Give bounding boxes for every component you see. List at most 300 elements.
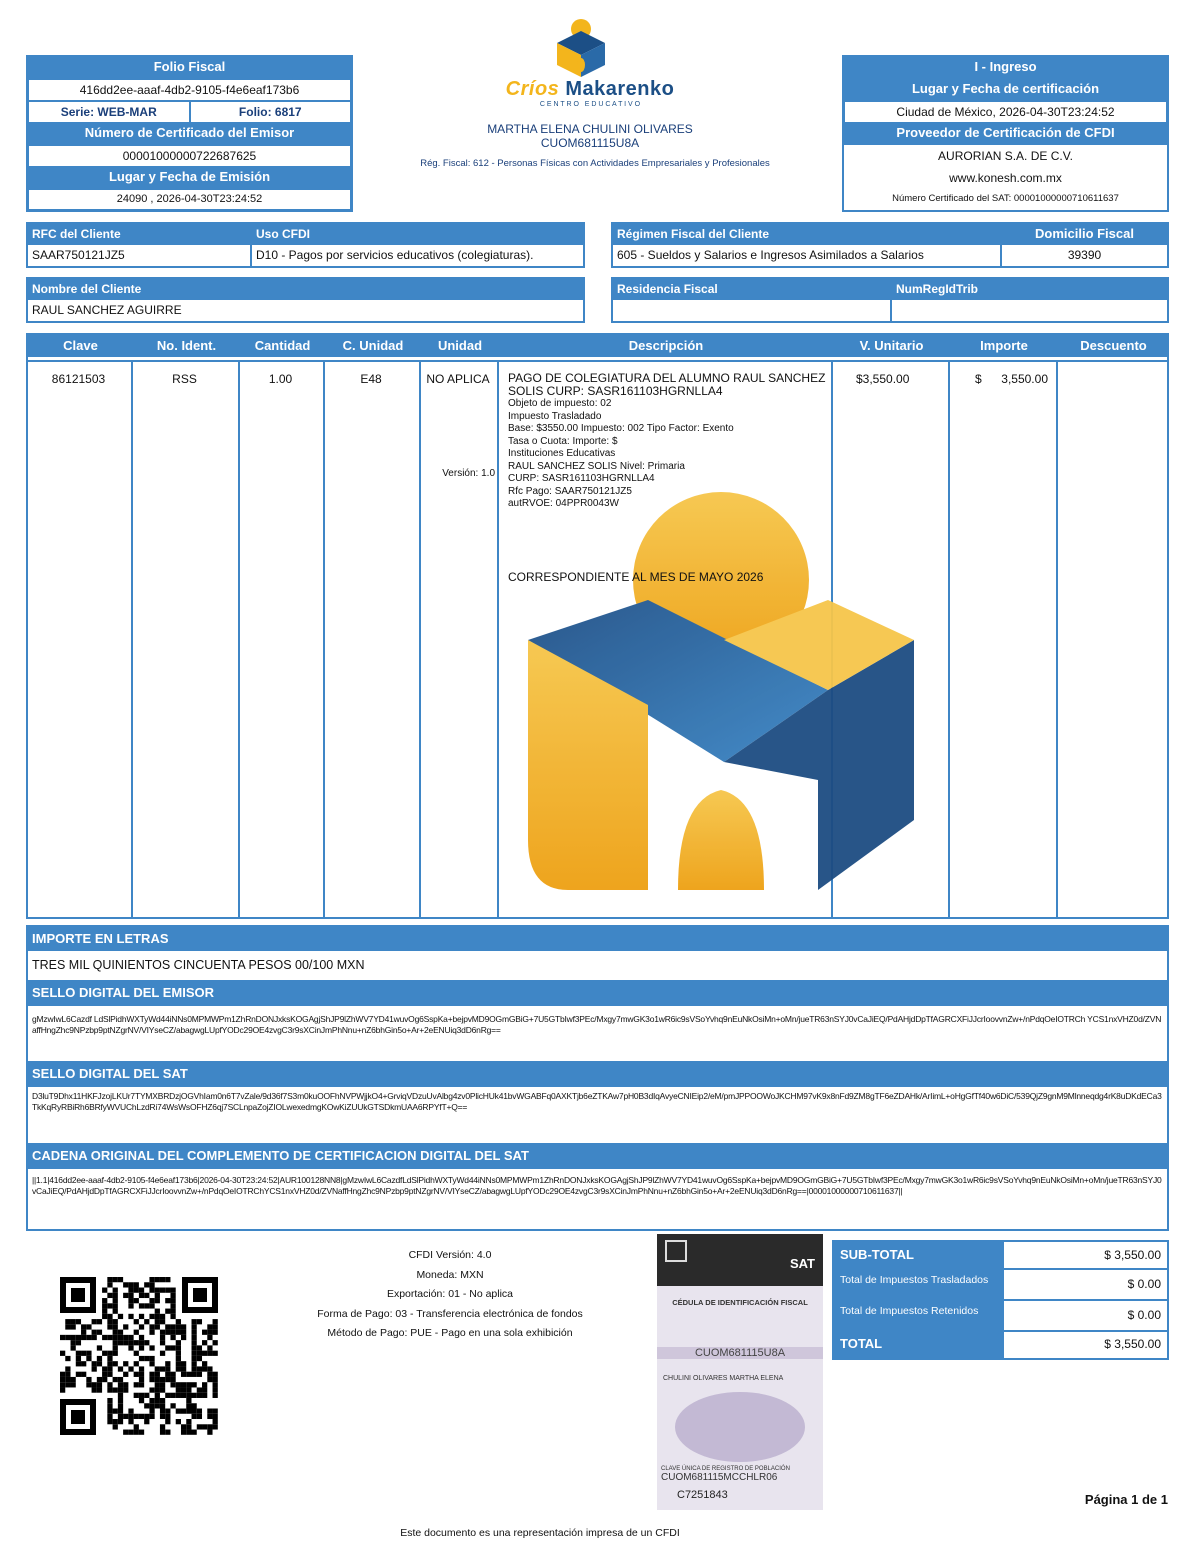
- cadena-original-label: CADENA ORIGINAL DEL COMPLEMENTO DE CERTIFICACION DIGITAL DEL SAT: [28, 1143, 1167, 1169]
- qr-module: [192, 1340, 197, 1345]
- qr-module: [170, 1309, 175, 1314]
- qr-module: [186, 1419, 191, 1424]
- descripcion-line: CURP: SASR161103HGRNLLA4: [508, 473, 655, 484]
- qr-module: [60, 1377, 65, 1382]
- residencia-value-row: [613, 300, 1167, 321]
- col-divider: [948, 362, 950, 918]
- qr-module: [60, 1382, 65, 1387]
- residencia-fiscal-label: Residencia Fiscal: [617, 282, 718, 296]
- cedula-sat-logo: SAT: [789, 1256, 815, 1271]
- subtotal-value: $ 3,550.00: [1004, 1242, 1167, 1270]
- totales-block: [832, 1240, 1169, 1360]
- qr-module: [118, 1330, 123, 1335]
- qr-module: [186, 1430, 191, 1435]
- qr-module: [97, 1377, 102, 1382]
- qr-module: [192, 1403, 197, 1408]
- qr-module: [160, 1403, 165, 1408]
- descripcion-line: Instituciones Educativas: [508, 448, 616, 459]
- qr-module: [160, 1277, 165, 1282]
- folio-fiscal-block: [26, 55, 353, 212]
- qr-module: [165, 1330, 170, 1335]
- qr-module: [202, 1340, 207, 1345]
- qr-module: [81, 1372, 86, 1377]
- qr-module: [139, 1324, 144, 1329]
- regimen-value-row: [613, 245, 1167, 266]
- qr-module: [213, 1330, 218, 1335]
- qr-module: [113, 1340, 118, 1345]
- qr-module: [86, 1356, 91, 1361]
- qr-module: [102, 1309, 107, 1314]
- qr-module: [192, 1414, 197, 1419]
- qr-module: [170, 1303, 175, 1308]
- qr-module: [207, 1409, 212, 1414]
- folio-fiscal-value: 416dd2ee-aaaf-4db2-9105-f4e6eaf173b6: [28, 79, 351, 101]
- qr-module: [207, 1335, 212, 1340]
- proveedor-web: www.konesh.com.mx: [949, 171, 1062, 185]
- descripcion-footer: CORRESPONDIENTE AL MES DE MAYO 2026: [508, 570, 764, 584]
- qr-module: [123, 1387, 128, 1392]
- qr-module: [170, 1335, 175, 1340]
- qr-module: [213, 1351, 218, 1356]
- rfc-cliente-value: SAAR750121JZ5: [28, 245, 252, 266]
- qr-module: [102, 1351, 107, 1356]
- uso-cfdi-label: Uso CFDI: [256, 227, 310, 241]
- qr-module: [134, 1298, 139, 1303]
- qr-module: [192, 1335, 197, 1340]
- qr-module: [113, 1377, 118, 1382]
- logo-wordmark: [480, 78, 700, 101]
- qr-module: [165, 1377, 170, 1382]
- qr-module: [149, 1303, 154, 1308]
- qr-module: [160, 1288, 165, 1293]
- qr-module: [170, 1377, 175, 1382]
- qr-module: [165, 1366, 170, 1371]
- concepto-v-unitario: $3,550.00: [856, 372, 910, 386]
- qr-module: [113, 1277, 118, 1282]
- proveedor-name: AURORIAN S.A. DE C.V.: [938, 149, 1073, 163]
- cfdi-forma-pago: Forma de Pago: 03 - Transferencia electrónica de fondos: [317, 1307, 583, 1320]
- sello-sat-label: SELLO DIGITAL DEL SAT: [28, 1061, 1167, 1087]
- qr-module: [165, 1345, 170, 1350]
- qr-module: [139, 1314, 144, 1319]
- qr-module: [202, 1361, 207, 1366]
- folio-fiscal-label: Folio Fiscal: [28, 57, 351, 79]
- qr-module: [92, 1319, 97, 1324]
- qr-module: [144, 1356, 149, 1361]
- qr-module: [65, 1377, 70, 1382]
- col-divider: [1056, 362, 1058, 918]
- qr-module: [139, 1398, 144, 1403]
- sellos-block: [26, 925, 1169, 1231]
- qr-module: [160, 1414, 165, 1419]
- cfdi-moneda: Moneda: MXN: [416, 1268, 484, 1281]
- col-divider: [238, 362, 240, 918]
- qr-module: [144, 1282, 149, 1287]
- qr-module: [170, 1382, 175, 1387]
- qr-module: [149, 1277, 154, 1282]
- qr-module: [107, 1303, 112, 1308]
- qr-module: [181, 1393, 186, 1398]
- qr-module: [202, 1393, 207, 1398]
- qr-module: [149, 1377, 154, 1382]
- qr-module: [86, 1351, 91, 1356]
- qr-module: [144, 1303, 149, 1308]
- qr-module: [118, 1409, 123, 1414]
- qr-module: [128, 1282, 133, 1287]
- qr-module: [123, 1361, 128, 1366]
- cedula-title: CÉDULA DE IDENTIFICACIÓN FISCAL: [672, 1298, 808, 1307]
- trasladados-row: [834, 1270, 1167, 1301]
- importe-letras-value: TRES MIL QUINIENTOS CINCUENTA PESOS 00/100 MXN: [32, 958, 365, 972]
- qr-module: [176, 1409, 181, 1414]
- qr-module: [102, 1366, 107, 1371]
- qr-module: [149, 1324, 154, 1329]
- qr-module: [123, 1372, 128, 1377]
- qr-module: [71, 1335, 76, 1340]
- qr-module: [134, 1372, 139, 1377]
- qr-module: [213, 1324, 218, 1329]
- qr-module: [165, 1430, 170, 1435]
- col-cantidad: Cantidad: [254, 338, 311, 353]
- qr-module: [207, 1372, 212, 1377]
- folio-value: Folio: 6817: [190, 101, 352, 123]
- qr-module: [128, 1345, 133, 1350]
- qr-module: [144, 1319, 149, 1324]
- qr-module: [149, 1345, 154, 1350]
- qr-module: [118, 1314, 123, 1319]
- qr-module: [92, 1361, 97, 1366]
- qr-module: [76, 1351, 81, 1356]
- qr-module: [118, 1403, 123, 1408]
- serie-value: Serie: WEB-MAR: [28, 101, 190, 123]
- qr-module: [92, 1366, 97, 1371]
- qr-module: [160, 1366, 165, 1371]
- lugar-certificacion-label: Lugar y Fecha de certificación: [844, 79, 1167, 101]
- col-no-ident: No. Ident.: [156, 338, 217, 353]
- qr-module: [107, 1403, 112, 1408]
- qr-module: [192, 1319, 197, 1324]
- cadena-original-value: ||1.1|416dd2ee-aaaf-4db2-9105-f4e6eaf173b6|2026-04-30T23:24:52|AUR100128NN8|gMzwIwL6CazdfLdSlPidhWXTyWd44iNNs0MPMWPm1ZhRnDONJxksKOGAgjShJP9lZhWV7YD41wuvOg6SspKa+bejpvMD9OGmGBiG+7U5GTbIwf3PEc/Mxgy7mwGK3o1wR6ic9sVSoYvhq9nEuNkOsiMn+oMn/jueTR63nSYJ0vCaJiEQ/PdAHjdDpTfAGRCXFiJJcrIoovvnZw+/nPdqOeIOTRChYCS1nxVHZ0d/ZVNaffHngZhc9NPzbp9ptNZgrNV/VIYseCZ/abagwgLUpfYODc29OE4zvgC3r9sXCinJmPhNnu+nZ6bhGin5o+Ar+2eENUiq3dD6nRg==|00001000000710611637||: [32, 1175, 1162, 1196]
- regimen-cliente-value: 605 - Sueldos y Salarios e Ingresos Asimilados a Salarios: [613, 245, 1002, 266]
- qr-module: [176, 1319, 181, 1324]
- qr-module: [97, 1361, 102, 1366]
- total-label: TOTAL: [834, 1332, 1004, 1358]
- cert-emisor-label: Número de Certificado del Emisor: [28, 123, 351, 145]
- qr-module: [113, 1345, 118, 1350]
- qr-module: [118, 1398, 123, 1403]
- qr-module: [149, 1403, 154, 1408]
- qr-module: [134, 1340, 139, 1345]
- qr-module: [197, 1414, 202, 1419]
- descripcion-line: Tasa o Cuota: Importe: $: [508, 435, 618, 447]
- qr-module: [192, 1430, 197, 1435]
- qr-module: [134, 1319, 139, 1324]
- qr-module: [139, 1303, 144, 1308]
- qr-module: [160, 1377, 165, 1382]
- qr-module: [123, 1414, 128, 1419]
- qr-module: [144, 1293, 149, 1298]
- qr-module: [176, 1361, 181, 1366]
- lugar-certificacion-value: Ciudad de México, 2026-04-30T23:24:52: [844, 101, 1167, 123]
- qr-module: [113, 1335, 118, 1340]
- qr-module: [134, 1351, 139, 1356]
- conceptos-header-row: [28, 335, 1167, 357]
- concepto-clave: 86121503: [51, 372, 106, 386]
- qr-module: [60, 1351, 65, 1356]
- qr-module: [113, 1330, 118, 1335]
- qr-module: [71, 1382, 76, 1387]
- qr-module: [139, 1293, 144, 1298]
- qr-module: [118, 1335, 123, 1340]
- descripcion-line: RAUL SANCHEZ SOLIS Nivel: Primaria: [508, 460, 685, 472]
- qr-module: [118, 1393, 123, 1398]
- qr-module: [97, 1330, 102, 1335]
- qr-module: [165, 1372, 170, 1377]
- qr-module: [118, 1277, 123, 1282]
- qr-module: [65, 1356, 70, 1361]
- qr-module: [134, 1288, 139, 1293]
- qr-module: [165, 1361, 170, 1366]
- cedula-curp-label: CLAVE ÚNICA DE REGISTRO DE POBLACIÓN: [661, 1466, 790, 1472]
- qr-module: [149, 1356, 154, 1361]
- cedula-shield-icon: [665, 1240, 687, 1262]
- qr-module: [65, 1335, 70, 1340]
- qr-module: [113, 1351, 118, 1356]
- qr-module: [176, 1324, 181, 1329]
- qr-module: [170, 1314, 175, 1319]
- cedula-fiscal-image: [657, 1234, 823, 1510]
- qr-module: [107, 1409, 112, 1414]
- col-divider: [419, 362, 421, 918]
- qr-module: [65, 1372, 70, 1377]
- qr-module: [118, 1366, 123, 1371]
- qr-module: [213, 1424, 218, 1429]
- residencia-fiscal-value: [613, 300, 892, 321]
- qr-module: [139, 1340, 144, 1345]
- qr-module: [176, 1330, 181, 1335]
- qr-module: [202, 1382, 207, 1387]
- qr-code-icon: [60, 1277, 218, 1435]
- qr-module: [155, 1288, 160, 1293]
- qr-module: [160, 1424, 165, 1429]
- numregidtrib-value: [892, 300, 1167, 321]
- qr-module: [160, 1387, 165, 1392]
- qr-module: [176, 1351, 181, 1356]
- qr-module: [60, 1372, 65, 1377]
- qr-module: [181, 1335, 186, 1340]
- cliente-rfc-uso-block: [26, 222, 585, 268]
- qr-module: [160, 1340, 165, 1345]
- qr-module: [186, 1372, 191, 1377]
- qr-module: [139, 1335, 144, 1340]
- qr-module: [170, 1288, 175, 1293]
- cert-emisor-value: 00001000000722687625: [28, 145, 351, 167]
- qr-module: [197, 1319, 202, 1324]
- col-importe: Importe: [980, 338, 1028, 353]
- qr-module: [186, 1403, 191, 1408]
- qr-module: [102, 1314, 107, 1319]
- qr-module: [128, 1409, 133, 1414]
- qr-module: [155, 1372, 160, 1377]
- qr-module: [71, 1345, 76, 1350]
- qr-module: [181, 1382, 186, 1387]
- qr-module: [65, 1319, 70, 1324]
- regimen-header-row: [613, 224, 1167, 245]
- qr-module: [107, 1314, 112, 1319]
- qr-module: [128, 1293, 133, 1298]
- emisor-name: MARTHA ELENA CHULINI OLIVARES: [487, 122, 693, 136]
- descripcion-line: Rfc Pago: SAAR750121JZ5: [508, 485, 632, 497]
- qr-module: [107, 1414, 112, 1419]
- logo-subtitle: C E N T R O E D U C A T I V O: [539, 101, 641, 108]
- qr-module: [102, 1377, 107, 1382]
- qr-module: [149, 1398, 154, 1403]
- qr-module: [176, 1356, 181, 1361]
- qr-module: [123, 1340, 128, 1345]
- qr-module: [107, 1366, 112, 1371]
- concepto-version: Versión: 1.0: [442, 468, 495, 479]
- qr-module: [65, 1366, 70, 1371]
- qr-module: [181, 1409, 186, 1414]
- watermark-logo-icon: [528, 490, 914, 890]
- qr-module: [134, 1430, 139, 1435]
- cfdi-metodo-pago: Método de Pago: PUE - Pago en una sola exhibición: [327, 1327, 573, 1339]
- qr-module: [160, 1430, 165, 1435]
- qr-module: [165, 1298, 170, 1303]
- qr-module: [202, 1366, 207, 1371]
- cliente-residencia-block: [611, 277, 1169, 323]
- qr-module: [160, 1319, 165, 1324]
- qr-module: [76, 1372, 81, 1377]
- qr-module: [170, 1298, 175, 1303]
- qr-module: [139, 1356, 144, 1361]
- qr-module: [113, 1303, 118, 1308]
- qr-module: [186, 1424, 191, 1429]
- qr-module: [149, 1282, 154, 1287]
- qr-module: [76, 1356, 81, 1361]
- qr-module: [65, 1382, 70, 1387]
- qr-module: [213, 1387, 218, 1392]
- qr-module: [176, 1366, 181, 1371]
- residencia-header-row: [613, 279, 1167, 300]
- qr-module: [128, 1340, 133, 1345]
- qr-module: [97, 1345, 102, 1350]
- concepto-importe-sign: $: [975, 372, 982, 386]
- qr-module: [149, 1361, 154, 1366]
- qr-module: [186, 1409, 191, 1414]
- certificacion-block: [842, 55, 1169, 212]
- qr-module: [113, 1424, 118, 1429]
- concepto-cantidad: 1.00: [268, 372, 293, 386]
- qr-module: [155, 1382, 160, 1387]
- qr-module: [107, 1387, 112, 1392]
- qr-module: [118, 1419, 123, 1424]
- qr-module: [202, 1387, 207, 1392]
- qr-module: [149, 1298, 154, 1303]
- qr-module: [107, 1419, 112, 1424]
- qr-module: [107, 1356, 112, 1361]
- descripcion-line: Impuesto Trasladado: [508, 410, 602, 422]
- trasladados-label: Total de Impuestos Trasladados: [834, 1270, 1004, 1301]
- qr-module: [76, 1335, 81, 1340]
- qr-module: [102, 1372, 107, 1377]
- qr-module: [144, 1419, 149, 1424]
- qr-module: [144, 1340, 149, 1345]
- qr-module: [165, 1414, 170, 1419]
- qr-module: [139, 1345, 144, 1350]
- qr-module: [181, 1387, 186, 1392]
- qr-module: [139, 1288, 144, 1293]
- qr-module: [81, 1324, 86, 1329]
- qr-module: [118, 1414, 123, 1419]
- subtotal-row: [834, 1242, 1167, 1270]
- qr-module: [160, 1351, 165, 1356]
- qr-module: [192, 1356, 197, 1361]
- cliente-header-row: [28, 224, 583, 245]
- qr-module: [113, 1387, 118, 1392]
- qr-module: [113, 1409, 118, 1414]
- nombre-cliente-label: Nombre del Cliente: [28, 279, 583, 300]
- qr-module: [155, 1277, 160, 1282]
- qr-module: [170, 1324, 175, 1329]
- qr-module: [123, 1430, 128, 1435]
- qr-module: [192, 1330, 197, 1335]
- qr-module: [170, 1293, 175, 1298]
- col-divider: [323, 362, 325, 918]
- qr-module: [202, 1330, 207, 1335]
- qr-module: [107, 1361, 112, 1366]
- qr-module: [197, 1409, 202, 1414]
- qr-module: [207, 1424, 212, 1429]
- qr-module: [160, 1335, 165, 1340]
- page-number: Página 1 de 1: [1084, 1492, 1168, 1507]
- qr-module: [144, 1393, 149, 1398]
- qr-module: [139, 1366, 144, 1371]
- qr-module: [128, 1303, 133, 1308]
- qr-module: [186, 1387, 191, 1392]
- qr-module: [134, 1424, 139, 1429]
- qr-module: [134, 1330, 139, 1335]
- qr-module: [160, 1330, 165, 1335]
- cliente-value-row: [28, 245, 583, 266]
- qr-module: [207, 1377, 212, 1382]
- qr-module: [155, 1324, 160, 1329]
- qr-module: [181, 1430, 186, 1435]
- qr-module: [71, 1340, 76, 1345]
- qr-module: [102, 1303, 107, 1308]
- qr-module: [155, 1319, 160, 1324]
- qr-module: [97, 1387, 102, 1392]
- proveedor-label: Proveedor de Certificación de CFDI: [844, 123, 1167, 145]
- col-clave: Clave: [63, 338, 98, 353]
- qr-module: [144, 1403, 149, 1408]
- qr-module: [197, 1351, 202, 1356]
- concepto-ident: RSS: [172, 372, 197, 386]
- lugar-emision-label: Lugar y Fecha de Emisión: [28, 167, 351, 189]
- qr-module: [107, 1398, 112, 1403]
- qr-module: [197, 1372, 202, 1377]
- qr-module: [155, 1398, 160, 1403]
- qr-module: [113, 1324, 118, 1329]
- qr-module: [181, 1330, 186, 1335]
- logo-text-makarenko: Makarenko: [565, 78, 675, 100]
- qr-module: [213, 1382, 218, 1387]
- qr-module: [186, 1393, 191, 1398]
- domicilio-fiscal-label: Domicilio Fiscal: [1035, 226, 1134, 241]
- cedula-name: CHULINI OLIVARES MARTHA ELENA: [663, 1375, 784, 1382]
- qr-module: [107, 1351, 112, 1356]
- qr-module: [197, 1345, 202, 1350]
